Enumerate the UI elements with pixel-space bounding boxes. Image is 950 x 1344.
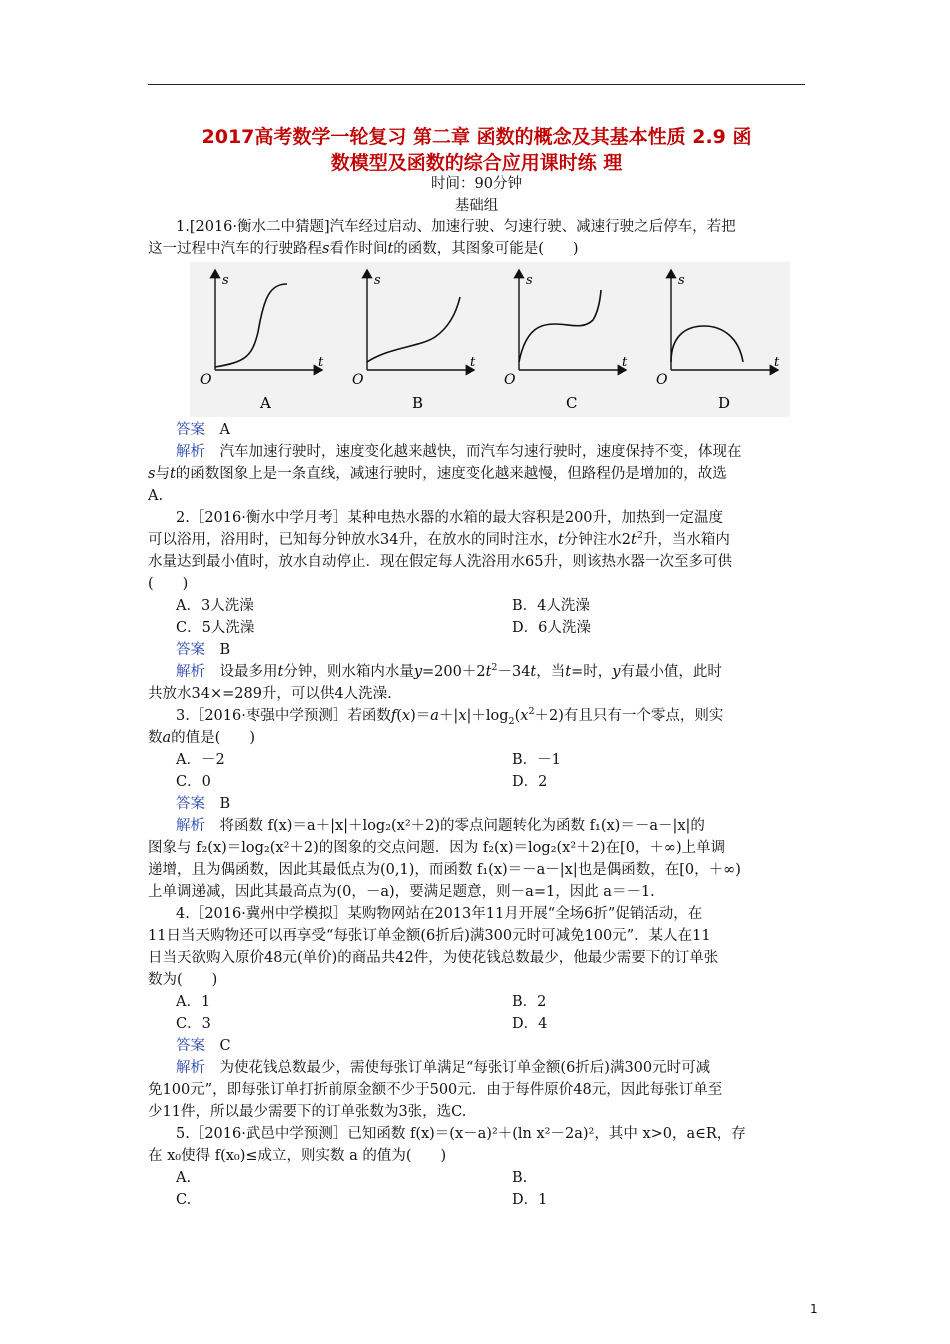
header-rule [148,84,805,85]
graph-b [352,270,476,412]
q2-line-1: 2.［2016·衡水中学月考］某种电热水器的水箱的最大容积是200升，加热到一定温度 [176,510,724,526]
q2-line-3: 水量达到最小值时，放水自动停止．现在假定每人洗浴用水65升，则该热水器一次至多可供 [148,554,732,570]
q2-option-c: C．5人洗澡 [176,620,255,636]
graph-b-axis-y-label: s [374,273,381,288]
q2-option-b: B．4人洗澡 [512,598,590,614]
q3-analysis-line-4: 上单调递减，因此其最高点为(0，－a)，要满足题意，则－a=1，因此 a＝－1. [148,884,655,900]
q3-analysis-line-1: 解析 将函数 f(x)＝a＋|x|＋log₂(x²＋2)的零点问题转化为函数 f₁(x)＝－a－|x|的 [176,818,705,834]
q3-analysis-line-3: 递增，且为偶函数，因此其最低点为(0,1)，而函数 f₁(x)＝－a－|x|也是偶函数，在[0，＋∞) [148,862,741,878]
q4-option-d: D．4 [512,1016,548,1032]
graph-a-origin: O [200,372,212,388]
q1-analysis-line-3: A. [148,488,164,504]
graph-a-caption: A [260,394,271,412]
q3-analysis-line-2: 图象与 f₂(x)＝log₂(x²＋2)的图象的交点问题．因为 f₂(x)＝log₂(x²＋2)在[0，＋∞)上单调 [148,840,726,856]
time-limit: 时间：90分钟 [431,176,522,192]
q5-option-c: C. [176,1192,192,1208]
group-label: 基础组 [454,198,499,214]
q4-analysis-line-3: 少11件，所以最少需要下的订单张数为3张，选C. [148,1104,467,1120]
graph-c-axis-y-label: s [526,273,533,288]
q1-answer: 答案 A [176,422,230,438]
q2-option-d: D．6人洗澡 [512,620,591,636]
q4-option-c: C．3 [176,1016,211,1032]
graph-a-axis-x-label: t [318,355,324,370]
q3-option-c: C．0 [176,774,211,790]
q5-line-2: 在 x₀使得 f(x₀)≤成立，则实数 a 的值为( ) [148,1148,447,1164]
graph-b-origin: O [352,372,364,388]
q4-line-2: 11日当天购物还可以再享受“每张订单金额(6折后)满300元时可减免100元”．某人在11 [148,928,711,944]
q4-line-4: 数为( ) [148,972,218,988]
q5-option-b: B. [512,1170,528,1186]
q4-answer: 答案 C [176,1038,231,1054]
q1-analysis-line-1: 解析 汽车加速行驶时，速度变化越来越快，而汽车匀速行驶时，速度保持不变，体现在 [176,444,742,460]
q3-line-1: 3.［2016·枣强中学预测］若函数$f(x)=a+|x|+\log_2(x^2+2)$有且只有一个零点，则实 [176,706,724,727]
q5-option-a: A. [176,1170,192,1186]
q4-analysis-line-1: 解析 为使花钱总数最少，需使每张订单满足“每张订单金额(6折后)满300元时可减 [176,1060,711,1076]
graph-d-axis-y-label: s [678,273,685,288]
q3-line-2: 数a的值是( ) [148,730,255,746]
q2-answer: 答案 B [176,642,231,658]
q4-analysis-line-2: 免100元”，即每张订单打折前原金额不少于500元．由于每件原价48元，因此每张订单至 [148,1082,723,1098]
q4-line-3: 日当天欲购入原价48元(单价)的商品共42件，为使花钱总数最少，他最少需要下的订单张 [148,950,719,966]
graph-d-axis-x-label: t [774,355,780,370]
q1-graphs-figure [190,262,790,417]
q1-line-1: 1.[2016·衡水二中猜题]汽车经过启动、加速行驶、匀速行驶、减速行驶之后停车，若把 [176,219,736,235]
title-line-1: 2017高考数学一轮复习 第二章 函数的概念及其基本性质 2.9 函 [201,126,752,148]
graph-b-caption: B [412,394,424,412]
page-number: 1 [810,1302,818,1316]
graph-c [504,270,628,412]
q5-line-1: 5.［2016·武邑中学预测］已知函数 f(x)＝(x－a)²＋(ln x²－2a)²，其中 x>0，a∈R，存 [176,1126,746,1142]
q2-analysis-line-1: 解析 设最多用t分钟，则水箱内水量$y=200+2t^2-34t$，当t=时，y有最小值，此时 [176,662,722,680]
graph-c-caption: C [566,394,578,412]
graph-d [656,270,780,412]
q4-option-a: A．1 [176,994,211,1010]
q1-graphs-svg [190,262,790,417]
q2-option-a: A．3人洗澡 [176,598,254,614]
q5-option-d: D．1 [512,1192,548,1208]
q1-analysis-line-2: s与t的函数图象上是一条直线，减速行驶时，速度变化越来越慢，但路程仍是增加的，故选 [148,466,727,482]
q3-answer: 答案 B [176,796,231,812]
graph-a [200,270,324,412]
graph-c-origin: O [504,372,516,388]
q1-line-2: 这一过程中汽车的行驶路程s看作时间t的函数，其图象可能是( ) [148,241,579,257]
graph-d-origin: O [656,372,668,388]
q3-option-b: B．－1 [512,752,561,768]
q3-option-a: A．－2 [176,752,225,768]
q4-line-1: 4.［2016·冀州中学模拟］某购物网站在2013年11月开展“全场6折”促销活动，在 [176,906,703,922]
q2-line-4: ( ) [148,576,189,592]
q3-option-d: D．2 [512,774,548,790]
graph-d-caption: D [718,394,731,412]
graph-b-axis-x-label: t [470,355,476,370]
graph-c-axis-x-label: t [622,355,628,370]
q2-line-2: 可以浴用，浴用时，已知每分钟放水34升，在放水的同时注水，t分钟注水$2t^2$升，当水箱内 [148,530,730,548]
q2-analysis-line-2: 共放水34×=289升，可以供4人洗澡. [148,686,392,702]
graph-a-axis-y-label: s [222,273,229,288]
title-line-2: 数模型及函数的综合应用课时练 理 [330,152,623,174]
q4-option-b: B．2 [512,994,547,1010]
